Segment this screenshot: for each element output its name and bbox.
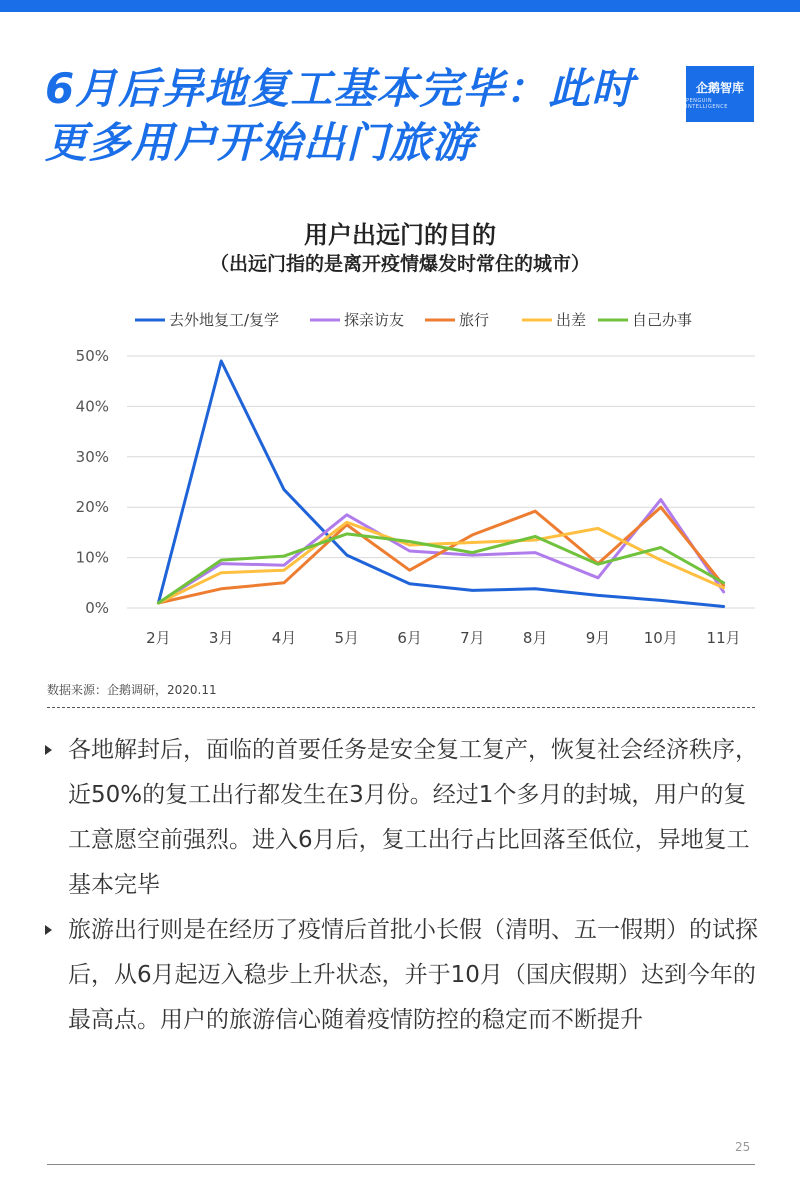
y-tick-label: 40% [75,397,109,416]
y-tick-label: 10% [75,548,109,567]
data-source: 数据来源：企鹅调研，2020.11 [47,683,217,697]
bullet-triangle-icon [45,925,52,935]
chart-title: 用户出远门的目的 [304,221,496,249]
x-tick-label: 9月 [585,629,611,647]
bullet-triangle-icon [45,745,52,755]
y-tick-label: 50% [75,347,109,365]
y-tick-label: 0% [85,599,109,617]
page-title: 6月后异地复工基本完毕：此时更多用户开始出门旅游 [45,64,635,167]
bullet-text: 各地解封后，面临的首要任务是安全复工复产，恢复社会经济秩序，近50%的复工出行都发生在3月份。经过1个多月的封城，用户的复工意愿空前强烈。进入6月后，复工出行占比回落至低位，异地复工基本完毕 [68,737,758,898]
x-tick-label: 11月 [706,629,741,647]
x-tick-label: 3月 [208,629,234,647]
chart-subtitle: （出远门指的是离开疫情爆发时常住的城市） [209,253,590,275]
y-tick-label: 20% [75,498,109,517]
brand-logo-text: 企鹅智库 [695,80,744,95]
brand-logo [686,66,754,122]
legend-label: 自己办事 [632,311,693,329]
series-line [158,522,723,603]
bullet-list [40,728,760,1043]
dashed-divider [47,707,755,708]
brand-logo-tagline: PENGUIN INTELLIGENCE [686,97,728,110]
x-tick-label: 4月 [271,629,297,647]
x-tick-label: 10月 [643,629,678,647]
legend-label: 出差 [556,311,587,329]
x-tick-label: 6月 [397,629,422,647]
line-chart [0,295,800,665]
top-accent-bar [0,0,800,12]
bullet-item [40,908,760,1043]
bullet-item [40,728,760,908]
legend-label: 去外地复工/复学 [169,311,280,329]
series-line [158,507,723,603]
series-line [158,361,723,607]
bullet-text: 旅游出行则是在经历了疫情后首批小长假（清明、五一假期）的试探后，从6月起迈入稳步上升状态，并于10月（国庆假期）达到今年的最高点。用户的旅游信心随着疫情防控的稳定而不断提升 [68,917,758,1033]
x-tick-label: 8月 [522,629,548,647]
page-number: 25 [735,1140,751,1154]
footer-divider [47,1164,755,1165]
x-tick-label: 5月 [334,629,360,647]
x-tick-label: 2月 [146,629,171,647]
x-tick-label: 7月 [460,629,485,647]
y-tick-label: 30% [75,447,109,466]
legend-label: 探亲访友 [344,311,405,329]
legend-label: 旅行 [459,311,490,329]
